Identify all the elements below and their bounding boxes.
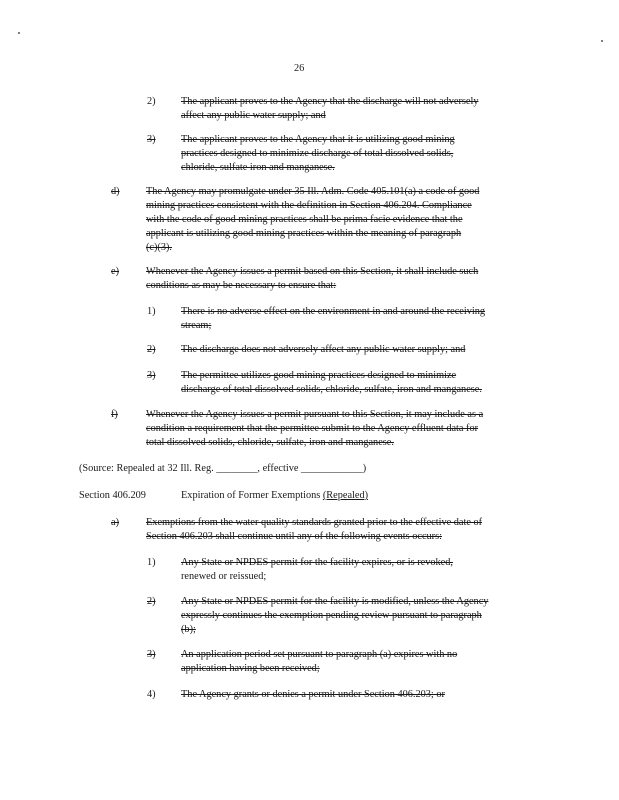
item-label: 1) <box>147 557 156 568</box>
scan-speck <box>18 32 20 34</box>
text-line: The permittee utilizes good mining practices designed to minimize <box>181 370 457 381</box>
text-line: The applicant proves to the Agency that the discharge will not adversely <box>181 96 479 107</box>
item-text <box>181 133 455 175</box>
item-label: f) <box>111 409 118 420</box>
item-label: 3) <box>147 649 156 660</box>
text-line: Whenever the Agency issues a permit pursuant to this Section, it may include as a <box>146 409 484 420</box>
text-line: The Agency grants or denies a permit under Section 406.203; or <box>181 689 445 700</box>
text-line: The Agency may promulgate under 35 Ill. Adm. Code 405.101(a) a code of good <box>146 186 480 197</box>
text-line: Any State or NPDES permit for the facility is modified, unless the Agency <box>181 596 489 607</box>
text-line: Any State or NPDES permit for the facility expires, or is revoked, <box>181 557 453 568</box>
item-label: d) <box>111 186 120 197</box>
text-line: affect any public water supply; and <box>181 110 326 121</box>
item-text <box>146 408 483 450</box>
item-label: 2) <box>147 596 156 607</box>
item-text <box>146 265 478 293</box>
text-line: practices designed to minimize discharge of total dissolved solids, <box>181 148 454 159</box>
text-line: The applicant proves to the Agency that it is utilizing good mining <box>181 134 455 145</box>
text-line: chloride, sulfate iron and manganese. <box>181 162 335 173</box>
text-line: There is no adverse effect on the environment in and around the receiving <box>181 306 486 317</box>
item-label: e) <box>111 266 119 277</box>
item-text <box>181 305 485 333</box>
item-text <box>146 516 482 544</box>
item-text <box>181 688 445 702</box>
item-text <box>146 185 479 255</box>
text-line: conditions as may be necessary to ensure that: <box>146 280 337 291</box>
item-text <box>181 648 457 676</box>
text-line: total dissolved solids, chloride, sulfate, iron and manganese. <box>146 437 394 448</box>
text-line: stream; <box>181 320 212 331</box>
item-label: 1) <box>147 306 156 317</box>
text-line: condition a requirement that the permittee submit to the Agency effluent data for <box>146 423 479 434</box>
section-repealed-tag: (Repealed) <box>322 490 369 501</box>
item-label: 2) <box>147 96 156 107</box>
text-line: Whenever the Agency issues a permit based on this Section, it shall include such <box>146 266 479 277</box>
text-line: mining practices consistent with the definition in Section 406.204. Compliance <box>146 200 472 211</box>
section-title-line <box>181 489 368 503</box>
item-text <box>181 556 453 584</box>
item-label: 4) <box>147 689 156 700</box>
item-text <box>181 369 482 397</box>
text-line: renewed or reissued; <box>181 571 267 582</box>
section-title: Expiration of Former Exemptions <box>181 490 321 501</box>
text-line: application having been received; <box>181 663 320 674</box>
item-label: 3) <box>147 134 156 145</box>
item-label: 2) <box>147 344 156 355</box>
text-line: An application period set pursuant to paragraph (a) expires with no <box>181 649 458 660</box>
text-line: Section 406.203 shall continue until any of the following events occurs: <box>146 531 442 542</box>
item-text <box>181 595 488 637</box>
page-number: 26 <box>294 63 305 74</box>
text-line: discharge of total dissolved solids, chloride, sulfate, iron and manganese. <box>181 384 482 395</box>
text-line: applicant is utilizing good mining practices within the meaning of paragraph <box>146 228 462 239</box>
source-note: (Source: Repealed at 32 Ill. Reg. ________, effective ____________) <box>79 463 367 474</box>
item-label: a) <box>111 517 119 528</box>
text-line: (c)(3). <box>146 242 173 253</box>
text-line: expressly continues the exemption pending review pursuant to paragraph <box>181 610 482 621</box>
text-line: Exemptions from the water quality standards granted prior to the effective date of <box>146 517 483 528</box>
text-line: (b); <box>181 624 196 635</box>
scan-speck <box>601 40 603 42</box>
text-line: The discharge does not adversely affect any public water supply; and <box>181 344 466 355</box>
section-number: Section 406.209 <box>79 490 146 501</box>
text-line: with the code of good mining practices shall be prima facie evidence that the <box>146 214 463 225</box>
item-text <box>181 95 478 123</box>
item-text <box>181 343 465 357</box>
item-label: 3) <box>147 370 156 381</box>
